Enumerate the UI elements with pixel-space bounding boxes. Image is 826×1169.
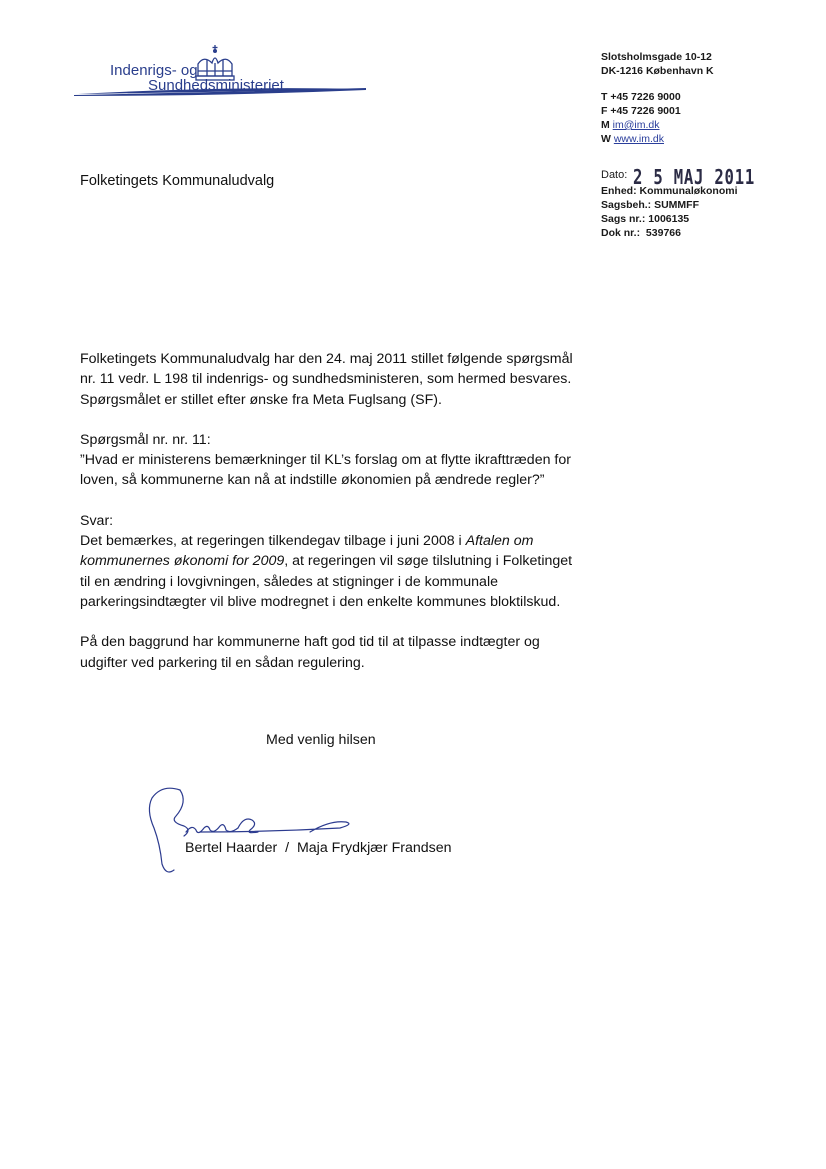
sender-city: DK-1216 København K	[601, 64, 714, 77]
answer-line: , at regeringen vil søge tilslutning i Folketinget	[284, 553, 573, 570]
signature	[140, 780, 370, 880]
unit: Enhed: Kommunaløkonomi	[601, 185, 738, 197]
sender-mail-link[interactable]: im@im.dk	[612, 118, 660, 131]
date-label: Dato:	[601, 169, 628, 181]
handwritten-signature-icon	[140, 780, 370, 880]
conclusion-line: udgifter ved parkering til en sådan regulering.	[80, 654, 365, 671]
intro-paragraph	[80, 349, 620, 410]
ministry-logo	[74, 42, 374, 112]
question-paragraph	[80, 430, 620, 491]
answer-paragraph	[80, 511, 620, 612]
sender-phone: T +45 7226 9000	[601, 91, 681, 104]
sender-street: Slotsholmsgade 10-12	[601, 51, 712, 63]
recipient: Folketingets Kommunaludvalg	[80, 173, 275, 189]
letter-body	[80, 349, 620, 693]
date-row	[601, 160, 790, 189]
question-label: Spørgsmål nr. nr. 11:	[80, 431, 211, 448]
case-handler: Sagsbeh.: SUMMFF	[601, 199, 700, 211]
question-line: ”Hvad er ministerens bemærkninger til KL’s forslag om at flytte ikrafttræden for	[80, 452, 571, 469]
conclusion-line: På den baggrund har kommunerne haft god tid til at tilpasse indtægter og	[80, 634, 540, 651]
case-meta-block	[601, 160, 790, 240]
sender-mail-row	[601, 119, 714, 133]
date-stamp: 2 5 MAJ 2011	[633, 165, 756, 189]
answer-line: parkeringsindtægter vil blive modregnet i den enkelte kommunes bloktilskud.	[80, 593, 561, 610]
question-line: loven, så kommunerne kan nå at indstille økonomien på ændrede regler?”	[80, 472, 545, 489]
intro-line: Folketingets Kommunaludvalg har den 24. maj 2011 stillet følgende spørgsmål	[80, 351, 573, 367]
answer-line: til en ændring i lovgivningen, således at stigninger i de kommunale	[80, 573, 498, 590]
intro-line: nr. 11 vedr. L 198 til indenrigs- og sundhedsministeren, som hermed besvares.	[80, 371, 572, 388]
answer-label: Svar:	[80, 512, 114, 529]
sender-address-block	[601, 51, 714, 146]
sender-web-link[interactable]: www.im.dk	[613, 132, 665, 145]
case-number: Sags nr.: 1006135	[601, 213, 690, 225]
intro-line: Spørgsmålet er stillet efter ønske fra Meta Fuglsang (SF).	[80, 391, 442, 408]
logo-text-line1: Indenrigs- og	[110, 62, 198, 79]
signer-names: Bertel Haarder / Maja Frydkjær Frandsen	[185, 840, 452, 856]
agreement-title-part2: kommunernes økonomi for 2009	[80, 553, 285, 570]
answer-line: Det bemærkes, at regeringen tilkendegav tilbage i juni 2008 i	[80, 533, 466, 550]
closing-greeting: Med venlig hilsen	[266, 732, 376, 748]
sender-fax: F +45 7226 9001	[601, 105, 681, 118]
conclusion-paragraph	[80, 632, 620, 673]
sender-web-row	[601, 133, 714, 147]
agreement-title-part1: Aftalen om	[465, 533, 534, 550]
logo-text-line2: Sundhedsministeriet	[148, 77, 284, 94]
sender-web-prefix: W	[601, 132, 614, 145]
sender-mail-prefix: M	[601, 118, 613, 131]
document-number: Dok nr.: 539766	[601, 227, 681, 239]
